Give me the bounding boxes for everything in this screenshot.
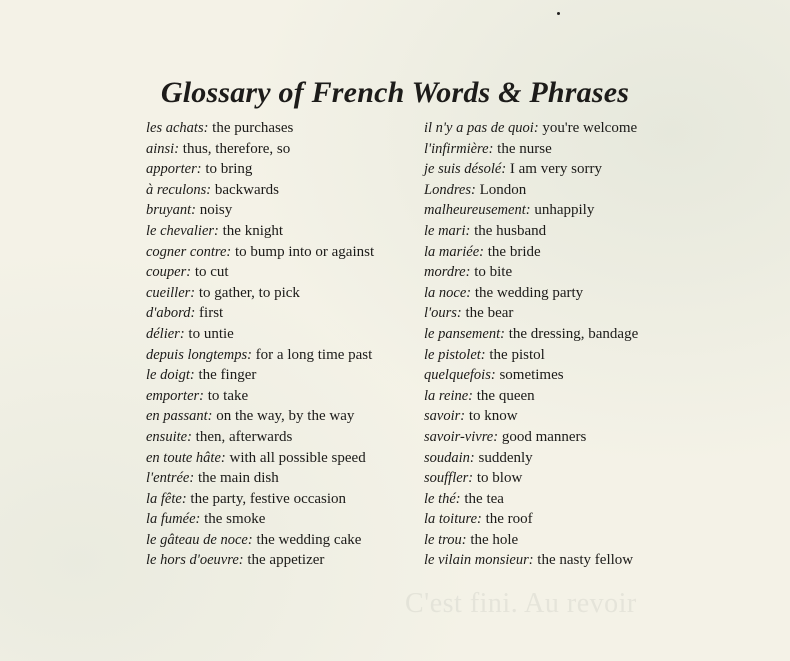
glossary-term: le hors d'oeuvre: — [146, 552, 244, 569]
glossary-term: savoir-vivre: — [424, 428, 499, 445]
glossary-entry — [146, 489, 446, 510]
glossary-term: il n'y a pas de quoi: — [424, 120, 539, 136]
glossary-term: la reine: — [424, 387, 473, 404]
glossary-definition: the knight — [222, 222, 284, 239]
glossary-entry — [424, 427, 764, 448]
glossary-term: soudain: — [424, 449, 475, 466]
glossary-entry — [424, 200, 764, 221]
glossary-definition: for a long time past — [255, 346, 373, 363]
glossary-definition: the main dish — [197, 470, 279, 487]
glossary-term: couper: — [146, 264, 192, 281]
glossary-term: le doigt: — [146, 367, 195, 384]
glossary-entry — [424, 324, 764, 345]
glossary-definition: to bite — [474, 264, 513, 281]
glossary-definition: the nasty fellow — [537, 552, 634, 569]
glossary-entry — [146, 262, 446, 283]
glossary-definition: the husband — [474, 222, 547, 239]
glossary-term: le chevalier: — [146, 222, 219, 239]
glossary-entry — [146, 345, 446, 366]
glossary-term: le mari: — [424, 222, 471, 239]
glossary-term: à reculons: — [146, 181, 212, 198]
glossary-term: cogner contre: — [146, 243, 232, 260]
glossary-term: bruyant: — [146, 202, 196, 219]
glossary-column-left — [146, 118, 446, 571]
glossary-entry — [146, 427, 446, 448]
glossary-term: l'infirmière: — [424, 140, 494, 157]
glossary-definition: to take — [207, 387, 249, 404]
glossary-term: l'ours: — [424, 305, 462, 322]
glossary-term: d'abord: — [146, 305, 196, 322]
glossary-entry — [424, 406, 764, 427]
glossary-definition: to untie — [188, 325, 234, 342]
glossary-definition: first — [199, 305, 224, 322]
glossary-term: en toute hâte: — [146, 449, 226, 466]
glossary-entry — [146, 118, 446, 139]
glossary-entry — [424, 303, 764, 324]
ink-dot — [557, 12, 560, 15]
glossary-definition: the wedding cake — [256, 531, 362, 548]
glossary-entry — [146, 468, 446, 489]
glossary-definition: I am very sorry — [509, 161, 602, 178]
glossary-definition: to bring — [205, 161, 253, 178]
glossary-entry — [424, 180, 764, 201]
glossary-term: souffler: — [424, 470, 474, 487]
glossary-definition: the appetizer — [247, 552, 325, 569]
glossary-term: apporter: — [146, 161, 202, 178]
glossary-entry — [424, 139, 764, 160]
glossary-definition: suddenly — [478, 449, 533, 466]
glossary-term: le vilain monsieur: — [424, 552, 534, 569]
glossary-entry — [424, 221, 764, 242]
glossary-entry — [424, 262, 764, 283]
glossary-definition: to cut — [194, 264, 229, 281]
glossary-entry — [146, 221, 446, 242]
glossary-entry — [146, 303, 446, 324]
glossary-definition: the roof — [485, 511, 533, 528]
glossary-entry — [424, 283, 764, 304]
glossary-entry — [146, 448, 446, 469]
glossary-term: je suis désolé: — [424, 161, 507, 178]
glossary-definition: the hole — [470, 531, 519, 548]
glossary-column-right — [424, 118, 764, 571]
glossary-term: la mariée: — [424, 243, 484, 260]
glossary-term: en passant: — [146, 408, 213, 425]
glossary-entry — [424, 365, 764, 386]
glossary-definition: the queen — [476, 387, 535, 404]
bleed-through-text: C'est fini. Au revoir — [405, 588, 637, 619]
glossary-term: les achats: — [146, 120, 209, 136]
glossary-entry — [146, 509, 446, 530]
glossary-entry — [146, 180, 446, 201]
glossary-definition: the wedding party — [474, 284, 584, 301]
glossary-entry — [146, 530, 446, 551]
glossary-definition: the pistol — [489, 346, 545, 363]
glossary-entry — [424, 345, 764, 366]
glossary-term: délier: — [146, 325, 185, 342]
glossary-entry — [424, 509, 764, 530]
glossary-definition: to bump into or against — [234, 243, 375, 260]
glossary-definition: noisy — [199, 202, 233, 219]
glossary-term: malheureusement: — [424, 202, 531, 219]
glossary-definition: London — [479, 181, 527, 198]
glossary-definition: good manners — [501, 428, 587, 445]
glossary-entry — [424, 448, 764, 469]
page-title: Glossary of French Words & Phrases — [160, 76, 630, 110]
glossary-entry — [424, 550, 764, 571]
glossary-definition: the dressing, bandage — [508, 325, 639, 342]
glossary-term: savoir: — [424, 408, 466, 425]
glossary-term: mordre: — [424, 264, 471, 281]
glossary-term: le trou: — [424, 531, 467, 548]
glossary-entry — [146, 242, 446, 263]
glossary-entry — [424, 468, 764, 489]
glossary-term: ensuite: — [146, 428, 192, 445]
glossary-definition: backwards — [214, 181, 279, 198]
glossary-entry — [146, 139, 446, 160]
glossary-term: la fumée: — [146, 511, 201, 528]
glossary-entry — [146, 324, 446, 345]
glossary-definition: the purchases — [212, 120, 294, 136]
glossary-definition: to know — [468, 408, 518, 425]
glossary-definition: the party, festive occasion — [190, 490, 347, 507]
glossary-definition: then, afterwards — [195, 428, 293, 445]
glossary-definition: the smoke — [204, 511, 266, 528]
glossary-term: l'entrée: — [146, 470, 195, 487]
glossary-term: la toiture: — [424, 511, 482, 528]
glossary-entry — [424, 118, 764, 139]
glossary-term: Londres: — [424, 181, 476, 198]
glossary-definition: the tea — [464, 490, 504, 507]
glossary-term: ainsi: — [146, 140, 180, 157]
glossary-entry — [146, 200, 446, 221]
glossary-term: la noce: — [424, 284, 472, 301]
glossary-definition: the bear — [465, 305, 514, 322]
glossary-definition: the nurse — [497, 140, 552, 157]
glossary-entry — [146, 386, 446, 407]
glossary-entry — [424, 489, 764, 510]
glossary-term: le pistolet: — [424, 346, 486, 363]
glossary-definition: the bride — [487, 243, 541, 260]
glossary-term: depuis longtemps: — [146, 346, 252, 363]
glossary-definition: to gather, to pick — [198, 284, 300, 301]
glossary-entry — [424, 242, 764, 263]
glossary-term: quelquefois: — [424, 367, 496, 384]
glossary-definition: with all possible speed — [229, 449, 366, 466]
glossary-entry — [146, 365, 446, 386]
glossary-entry — [146, 283, 446, 304]
glossary-definition: the finger — [198, 367, 257, 384]
glossary-entry — [146, 159, 446, 180]
glossary-term: emporter: — [146, 387, 204, 404]
glossary-entry — [424, 530, 764, 551]
glossary-term: le pansement: — [424, 325, 505, 342]
glossary-definition: sometimes — [499, 367, 564, 384]
glossary-definition: thus, therefore, so — [182, 140, 291, 157]
glossary-term: cueiller: — [146, 284, 196, 301]
glossary-definition: you're welcome — [542, 120, 638, 136]
glossary-entry — [146, 550, 446, 571]
glossary-definition: to blow — [476, 470, 523, 487]
glossary-entry — [146, 406, 446, 427]
glossary-entry — [424, 386, 764, 407]
glossary-term: la fête: — [146, 490, 187, 507]
glossary-term: le thé: — [424, 490, 461, 507]
glossary-term: le gâteau de noce: — [146, 531, 253, 548]
glossary-entry — [424, 159, 764, 180]
glossary-definition: on the way, by the way — [216, 408, 355, 425]
glossary-definition: unhappily — [534, 202, 595, 219]
